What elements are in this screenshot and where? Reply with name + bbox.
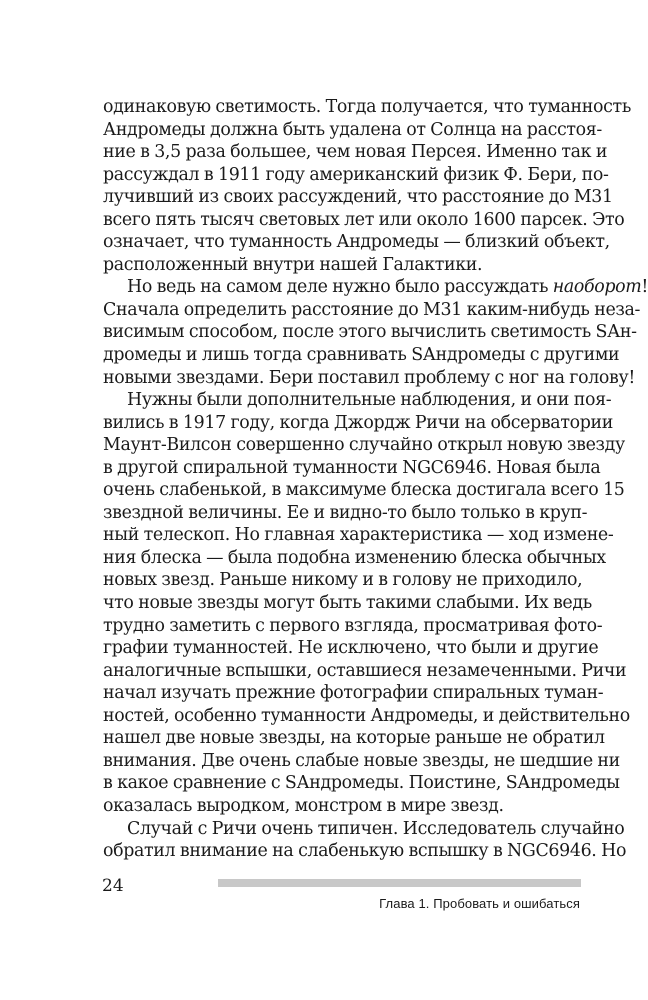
text-line: новых звезд. Раньше никому и в голову не приходило, bbox=[103, 570, 583, 591]
text-line: ния блеска — была подобна изменению блеска обычных bbox=[103, 547, 606, 568]
text-line: в какое сравнение с SАндромеды. Поистине, SАндромеды bbox=[103, 773, 620, 794]
text-line: всего пять тысяч световых лет или около 1600 парсек. Это bbox=[103, 209, 625, 230]
text-line bbox=[103, 276, 648, 299]
text-line: висимым способом, после этого вычислить светимость SАн- bbox=[103, 322, 637, 343]
text-line: дромеды и лишь тогда сравнивать SАндромеды с другими bbox=[103, 345, 620, 366]
paragraph bbox=[103, 96, 631, 276]
text-line: Маунт-Вилсон совершенно случайно открыл новую звезду bbox=[103, 435, 625, 456]
body-text bbox=[103, 96, 648, 863]
text-line: ностей, особенно туманности Андромеды, и действительно bbox=[103, 705, 630, 726]
text-line: новыми звездами. Бери поставил проблему с ног на голову! bbox=[103, 367, 635, 388]
text-line: Случай с Ричи очень типичен. Исследователь случайно bbox=[127, 818, 625, 839]
text-line: звездной величины. Ее и видно-то было только в круп- bbox=[103, 502, 588, 523]
text-line: вились в 1917 году, когда Джордж Ричи на обсерватории bbox=[103, 412, 613, 433]
text-line: лучивший из своих рассуждений, что расстояние до М31 bbox=[103, 187, 613, 208]
footer-rule bbox=[218, 879, 581, 887]
text-run: Но ведь на самом деле нужно было рассуждать bbox=[127, 277, 553, 298]
paragraph bbox=[103, 818, 627, 863]
text-line: аналогичные вспышки, оставшиеся незамеченными. Ричи bbox=[103, 660, 627, 681]
text-run: ! bbox=[641, 277, 648, 298]
text-line: ный телескоп. Но главная характеристика — ход измене- bbox=[103, 525, 614, 546]
text-line: трудно заметить с первого взгляда, просматривая фото- bbox=[103, 615, 603, 636]
text-line: в другой спиральной туманности NGC6946. Новая была bbox=[103, 457, 601, 478]
text-line: внимания. Две очень слабые новые звезды, не шедшие ни bbox=[103, 750, 620, 771]
paragraph bbox=[103, 389, 630, 817]
text-line: нашел две новые звезды, на которые раньше не обратил bbox=[103, 728, 605, 749]
text-line: одинаковую светимость. Тогда получается, что туманность bbox=[103, 97, 631, 117]
text-line: означает, что туманность Андромеды — близкий объект, bbox=[103, 232, 610, 253]
text-line: Андромеды должна быть удалена от Солнца на расстоя- bbox=[103, 119, 602, 140]
text-line: расположенный внутри нашей Галактики. bbox=[103, 254, 483, 275]
text-line: Нужны были дополнительные наблюдения, и они поя- bbox=[127, 390, 612, 411]
page-number: 24 bbox=[102, 876, 124, 896]
text-line: Сначала определить расстояние до М31 каким-нибудь неза- bbox=[103, 299, 641, 320]
text-line: графии туманностей. Не исключено, что были и другие bbox=[103, 638, 599, 659]
emphasis-text: наоборот bbox=[552, 277, 642, 298]
paragraph bbox=[103, 276, 648, 389]
text-line: что новые звезды могут быть такими слабыми. Их ведь bbox=[103, 593, 592, 614]
text-line: начал изучать прежние фотографии спиральных туман- bbox=[103, 683, 604, 704]
running-footer-chapter-title: Глава 1. Пробовать и ошибаться bbox=[379, 896, 580, 911]
text-line: очень слабенькой, в максимуме блеска достигала всего 15 bbox=[103, 480, 625, 501]
text-line: оказалась выродком, монстром в мире звезд. bbox=[103, 795, 504, 816]
text-line: обратил внимание на слабенькую вспышку в NGC6946. Но bbox=[103, 841, 627, 862]
text-line: рассуждал в 1911 году американский физик Ф. Бери, по- bbox=[103, 164, 609, 185]
text-line: ние в 3,5 раза большее, чем новая Персея. Именно так и bbox=[103, 142, 608, 163]
